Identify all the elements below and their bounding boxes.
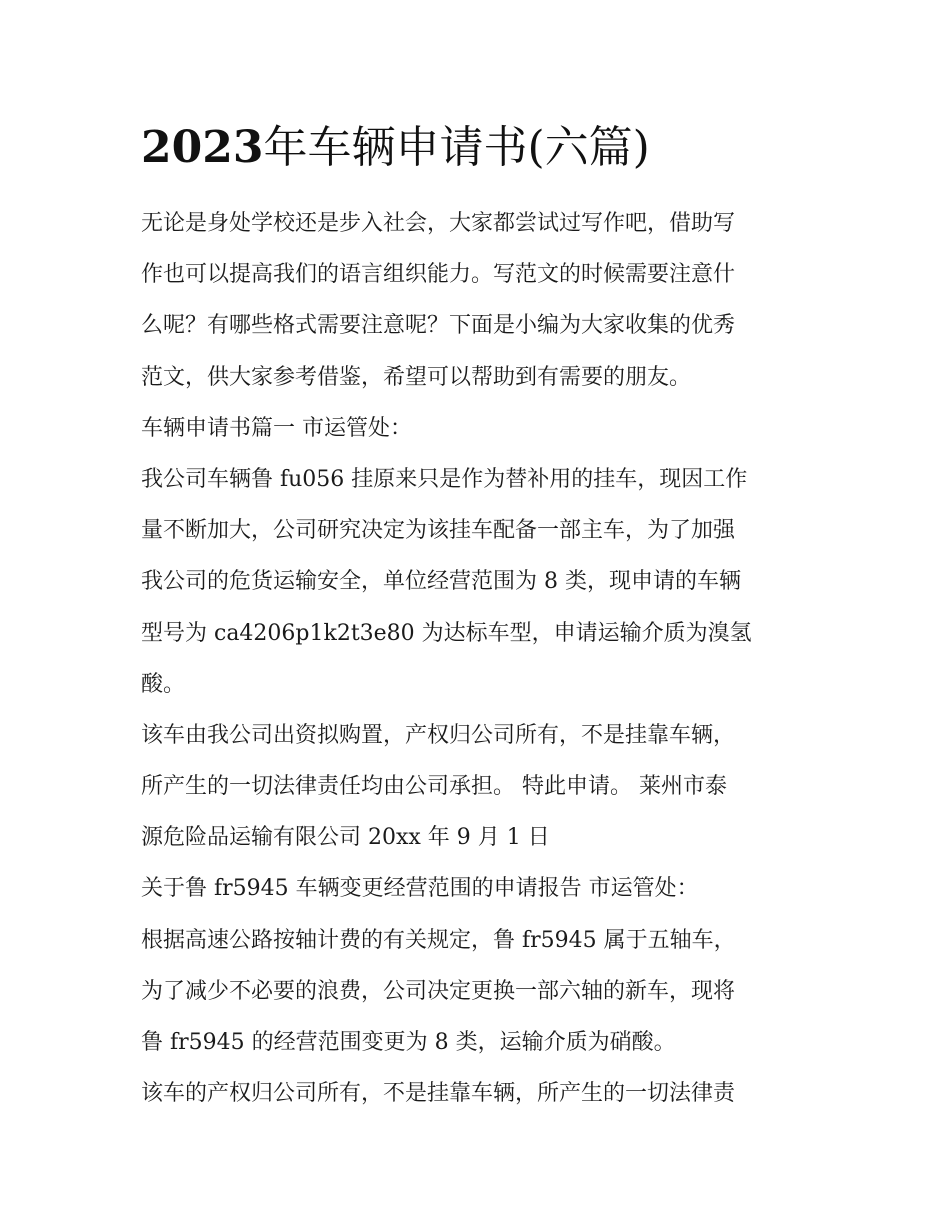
text-line: 所产生的一切法律责任均由公司承担。 特此申请。 莱州市泰 — [141, 774, 727, 800]
text-line: 该车的产权归公司所有，不是挂靠车辆，所产生的一切法律责 — [141, 1081, 736, 1107]
text-line: 鲁 fr5945 的经营范围变更为 8 类，运输介质为硝酸。 — [141, 1030, 676, 1055]
text-line: 该车由我公司出资拟购置，产权归公司所有，不是挂靠车辆， — [141, 722, 736, 748]
title-year: 2023 — [141, 122, 264, 173]
text-line: 源危险品运输有限公司 20xx 年 9 月 1 日 — [141, 825, 550, 851]
text-line: 么呢？有哪些格式需要注意呢？下面是小编为大家收集的优秀 — [141, 313, 736, 339]
title-text: 年车辆申请书(六篇) — [263, 122, 650, 173]
text-line: 为了减少不必要的浪费，公司决定更换一部六轴的新车，现将 — [141, 978, 736, 1004]
text-line: 酸。 — [141, 671, 186, 697]
document-body — [141, 198, 821, 1119]
text-line: 量不断加大，公司研究决定为该挂车配备一部主车，为了加强 — [141, 518, 736, 544]
section-heading-line: 车辆申请书篇一 市运管处： — [141, 415, 412, 441]
section-heading-line: 关于鲁 fr5945 车辆变更经营范围的申请报告 市运管处： — [141, 876, 699, 902]
text-line: 无论是身处学校还是步入社会，大家都尝试过写作吧，借助写 — [141, 211, 736, 236]
text-line: 作也可以提高我们的语言组织能力。写范文的时候需要注意什 — [141, 262, 736, 288]
text-line: 根据高速公路按轴计费的有关规定，鲁 fr5945 属于五轴车， — [141, 927, 736, 953]
text-line: 我公司车辆鲁 fu056 挂原来只是作为替补用的挂车，现因工作 — [141, 466, 748, 492]
document-title — [141, 118, 650, 178]
text-line: 我公司的危货运输安全，单位经营范围为 8 类，现申请的车辆 — [141, 569, 741, 595]
text-line: 型号为 ca4206p1k2t3e80 为达标车型，申请运输介质为溴氢 — [141, 620, 752, 646]
text-line: 范文，供大家参考借鉴，希望可以帮助到有需要的朋友。 — [141, 364, 692, 390]
